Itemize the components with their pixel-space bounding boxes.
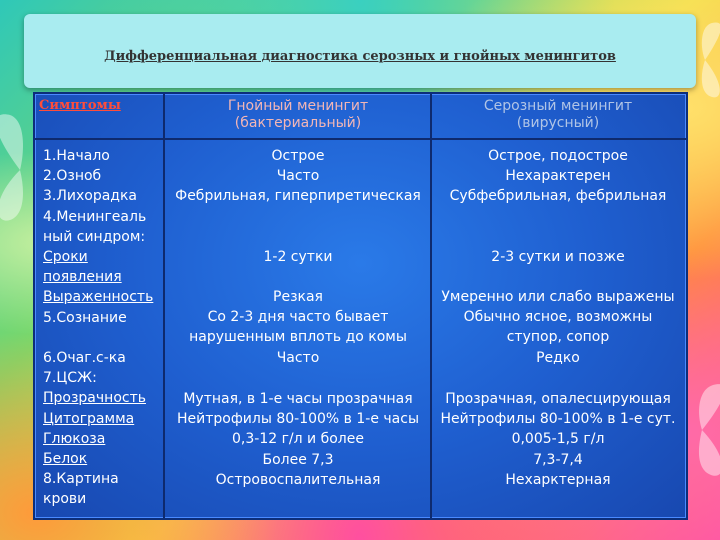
- serous-value: 7,3-7,4: [533, 451, 583, 468]
- purulent-value: Нейтрофилы 80-100% в 1-е часы: [176, 411, 420, 428]
- header-purulent: [168, 94, 428, 142]
- symptom-item: Глюкоза: [43, 430, 106, 447]
- purulent-value: нарушенным вплоть до комы: [189, 329, 407, 346]
- symptom-item: Цитограмма: [43, 410, 135, 427]
- serous-value: Субфебрильная, фебрильная: [449, 188, 667, 205]
- symptom-item: ный синдром:: [43, 228, 146, 245]
- header-divider: [35, 138, 686, 140]
- header-serous: [433, 94, 683, 142]
- purulent-value: 1-2 сутки: [263, 249, 333, 265]
- diagnosis-table: [33, 92, 688, 520]
- symptom-spacer: [43, 328, 167, 348]
- serous-value: Нехарактерен: [505, 168, 611, 185]
- purulent-value: Резкая: [273, 289, 323, 305]
- serous-value: Обычно ясное, возможны: [463, 309, 653, 326]
- slide-title: Дифференциальная диагностика серозных и гнойных менингитов: [104, 48, 616, 64]
- header-symptoms: Симптомы: [39, 98, 121, 113]
- serous-block-1: [433, 146, 683, 207]
- symptom-item: 5.Сознание: [43, 309, 127, 326]
- butterfly-decoration-icon: [685, 380, 720, 480]
- purulent-value: Мутная, в 1-е часы прозрачная: [183, 391, 413, 407]
- symptom-item: Белок: [43, 451, 88, 468]
- serous-value: Нейтрофилы 80-100% в 1-е сут.: [440, 411, 676, 428]
- header-purulent-line2: (бактериальный): [234, 115, 362, 131]
- header-serous-line1: Серозный менингит: [483, 98, 633, 114]
- serous-value: Нехарктерная: [505, 471, 611, 488]
- column-divider: [430, 94, 432, 518]
- symptom-item: 6.Очаг.с-ка: [43, 350, 126, 367]
- serous-value: ступор, сопор: [506, 329, 610, 346]
- symptom-item: 7.ЦСЖ:: [43, 370, 97, 387]
- symptom-item: Сроки: [43, 249, 88, 266]
- serous-value: 0,005-1,5 г/л: [511, 431, 605, 448]
- symptom-item: 1.Начало: [43, 148, 110, 164]
- symptom-item: 2.Озноб: [43, 168, 102, 185]
- symptom-item: Выраженность: [43, 289, 154, 306]
- serous-block-2: [433, 247, 683, 267]
- purulent-value: Острое: [271, 148, 325, 164]
- serous-block-4: [433, 389, 683, 490]
- purulent-value: Более 7,3: [262, 451, 334, 468]
- serous-value: Прозрачная, опалесцирующая: [445, 391, 671, 407]
- purulent-value: Со 2-3 дня часто бывает: [207, 309, 389, 326]
- purulent-value: Часто: [276, 349, 320, 366]
- title-box: [24, 14, 696, 88]
- header-purulent-line1: Гнойный менингит: [227, 98, 369, 114]
- symptom-item: крови: [43, 491, 87, 508]
- symptom-item: 4.Менингеаль: [43, 208, 147, 225]
- symptoms-column: [43, 146, 167, 510]
- symptom-item: 3.Лихорадка: [43, 188, 138, 205]
- symptom-item: Прозрачность: [43, 390, 146, 407]
- serous-block-3: [433, 287, 683, 368]
- purulent-value: Островоспалительная: [215, 471, 381, 488]
- purulent-block-4: [168, 389, 428, 490]
- symptom-item: появления: [43, 269, 122, 286]
- purulent-value: Часто: [276, 168, 320, 185]
- purulent-block-2: [168, 247, 428, 267]
- purulent-block-1: [168, 146, 428, 207]
- serous-value: 2-3 сутки и позже: [491, 249, 625, 265]
- purulent-block-3: [168, 287, 428, 368]
- serous-value: Умеренно или слабо выражены: [441, 289, 675, 305]
- serous-value: Острое, подострое: [488, 148, 628, 164]
- serous-value: Редко: [536, 349, 580, 366]
- purulent-value: 0,3-12 г/л и более: [232, 431, 364, 448]
- purulent-value: Фебрильная, гиперпиретическая: [175, 188, 421, 205]
- symptom-item: 8.Картина: [43, 471, 119, 488]
- header-serous-line2: (вирусный): [516, 115, 600, 131]
